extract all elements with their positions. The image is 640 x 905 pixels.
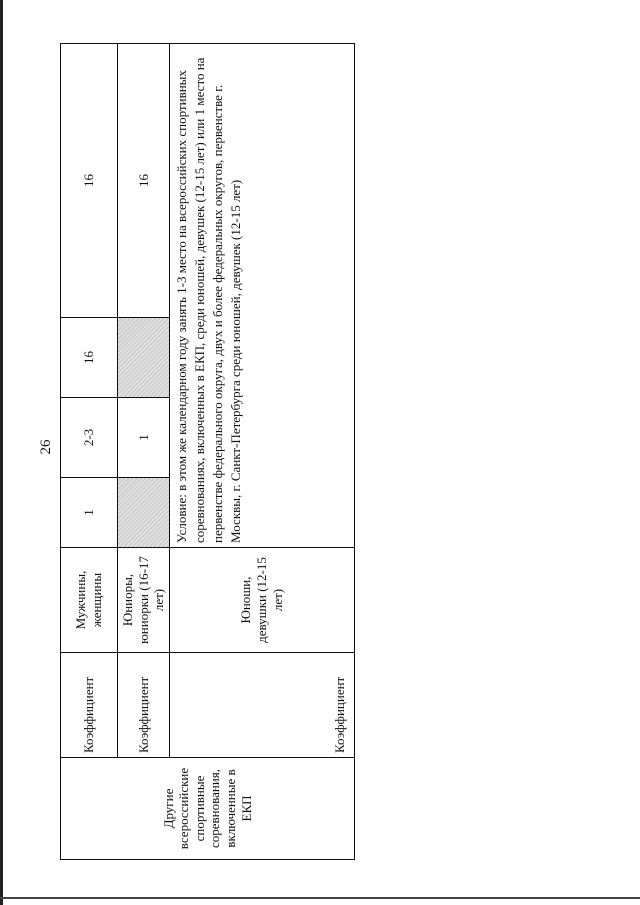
value-cell <box>118 44 170 318</box>
group-cell <box>61 548 118 653</box>
qualification-table <box>60 43 355 860</box>
value-cell <box>61 398 118 478</box>
table-row <box>118 44 170 860</box>
shaded-value-cell <box>118 478 170 548</box>
table-row <box>169 44 354 860</box>
competition-name: Другие всероссийские спортивные соревнования, включенные в ЕКП <box>160 767 254 850</box>
value: 1 <box>135 434 151 441</box>
competition-name-cell <box>61 758 355 860</box>
shaded-value-cell <box>118 318 170 398</box>
value: 1 <box>81 509 97 516</box>
coefficient-cell <box>61 653 118 758</box>
group-cell <box>118 548 170 653</box>
table-row <box>61 44 118 860</box>
value: 16 <box>135 174 151 187</box>
condition-cell <box>169 44 354 548</box>
page-edge-left <box>0 0 3 905</box>
coefficient-cell <box>169 653 354 758</box>
condition-text: Условие: в этом же календарном году занять 1-3 место на всероссийских спортивных соревнованиях, включенных в ЕКП, среди юношей, девушек (12-15 лет) или 1 место на первенстве федерального округа, двух и более федеральных округов, первенстве г. Москвы, г. Санкт-Петербурга среди юношей, девушек (12-15 лет) <box>173 57 243 543</box>
group-cell <box>169 548 354 653</box>
value-cell <box>118 398 170 478</box>
coefficient-label: Коэффициент <box>135 676 151 753</box>
rotated-page-content <box>38 44 348 860</box>
coefficient-label: Коэффициент <box>81 676 97 753</box>
coefficient-cell <box>118 653 170 758</box>
group-label: Юноши, девушки (12-15 лет) <box>238 557 285 643</box>
group-label: Юниоры, юниорки (16-17 лет) <box>120 556 167 644</box>
value: 16 <box>81 174 97 187</box>
value-cell <box>61 478 118 548</box>
page-edge-bottom <box>0 897 640 899</box>
value-cell <box>61 44 118 318</box>
group-label: Мужчины, женщины <box>73 570 104 630</box>
coefficient-label: Коэффициент <box>332 676 348 753</box>
page-number: 26 <box>38 439 54 455</box>
value-cell <box>61 318 118 398</box>
value: 16 <box>81 351 97 364</box>
value: 2-3 <box>81 428 97 447</box>
